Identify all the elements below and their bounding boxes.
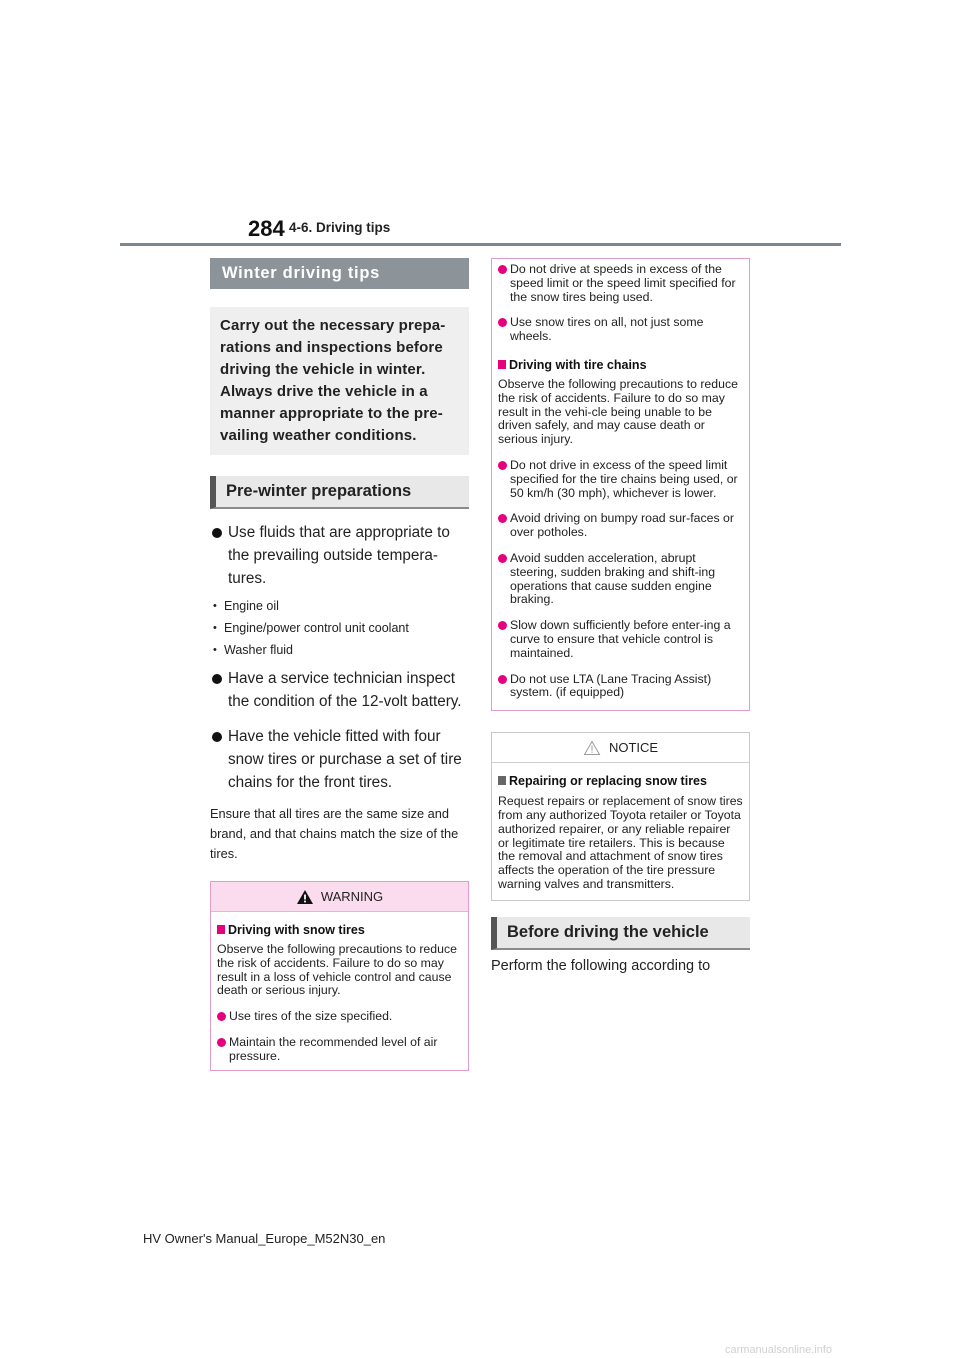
warning-body-continued	[492, 263, 749, 710]
page-number: 284	[248, 216, 285, 241]
winter-tips-banner: Winter driving tips	[210, 258, 469, 289]
notice-icon	[583, 740, 601, 756]
bullet-fluids: Use fluids that are appropriate to the prevailing outside tempera-tures.	[210, 521, 469, 590]
tail-text: Perform the following according to	[491, 957, 711, 974]
warning-header	[211, 882, 468, 912]
notice-box	[491, 732, 750, 901]
chains-item: Slow down sufficiently before enter-ing a curve to ensure that vehicle control is maintained.	[498, 619, 743, 660]
warning-box-continued	[491, 258, 750, 711]
right-column	[491, 258, 750, 976]
warning-item: Use snow tires on all, not just some wheels.	[498, 316, 743, 344]
watermark: carmanualsonline.info	[725, 1344, 833, 1356]
notice-text: Request repairs or replacement of snow tires from any authorized Toyota retailer or Toyota authorized repairer, or any reliable repairer or legitimate tire retailers. This is because the removal and attachment of snow tires affects the operation of the tire pressure warning valves and transmitters.	[498, 794, 743, 891]
warning-body	[211, 912, 468, 1070]
footer-text: HV Owner's Manual_Europe_M52N30_en	[143, 1231, 386, 1246]
notice-title: NOTICE	[608, 740, 659, 756]
chains-item: Do not use LTA (Lane Tracing Assist) system. (if equipped)	[498, 673, 743, 701]
chains-item: Do not drive in excess of the speed limit specified for the tire chains being used, or 50 km/h (30 mph), whichever is lower.	[498, 459, 743, 500]
chains-item: Avoid sudden acceleration, abrupt steering, sudden braking and shift-ing operations that cause sudden engine braking.	[498, 552, 743, 607]
warning-box	[210, 881, 469, 1071]
left-column	[210, 258, 469, 1071]
tire-note: Ensure that all tires are the same size and brand, and that chains match the size of the tires.	[210, 806, 459, 861]
header-divider	[120, 243, 841, 246]
warning-item: Do not drive at speeds in excess of the speed limit or the speed limit specified for the snow tires being used.	[498, 263, 743, 304]
bullet-snow-tires: Have the vehicle fitted with four snow tires or purchase a set of tire chains for the front tires.	[210, 725, 469, 794]
bullet-battery: Have a service technician inspect the condition of the 12-volt battery.	[210, 667, 469, 713]
notice-header	[492, 733, 749, 763]
warning-item: Maintain the recommended level of air pressure.	[217, 1036, 462, 1064]
chains-heading: Driving with tire chains	[498, 357, 743, 373]
list-item: • Engine oil	[210, 599, 469, 614]
chains-item: Avoid driving on bumpy road sur-faces or over potholes.	[498, 512, 743, 540]
warning-item: Use tires of the size specified.	[217, 1010, 462, 1024]
fluids-list	[210, 599, 469, 658]
warning-title: WARNING	[320, 889, 384, 904]
before-driving-heading: Before driving the vehicle	[491, 917, 750, 950]
warning-heading: Driving with snow tires	[217, 922, 462, 938]
notice-heading: Repairing or replacing snow tires	[498, 773, 743, 789]
section-title: 4-6. Driving tips	[289, 220, 391, 235]
notice-body	[492, 763, 749, 900]
pre-winter-heading: Pre-winter preparations	[210, 476, 469, 509]
list-item: • Washer fluid	[210, 643, 469, 658]
intro-box: Carry out the necessary prepa-rations and inspections before driving the vehicle in winter. Always drive the vehicle in a manner appropriate to the pre-vailing weather conditions.	[210, 307, 469, 455]
list-item: • Engine/power control unit coolant	[210, 621, 469, 636]
chains-intro: Observe the following precautions to reduce the risk of accidents. Failure to do so may result in the vehi-cle being unable to be driven safely, and may cause death or serious injury.	[498, 376, 738, 447]
warning-icon	[296, 889, 314, 905]
warning-intro: Observe the following precautions to reduce the risk of accidents. Failure to do so may result in a loss of vehicle control and cause death or serious injury.	[217, 942, 457, 998]
